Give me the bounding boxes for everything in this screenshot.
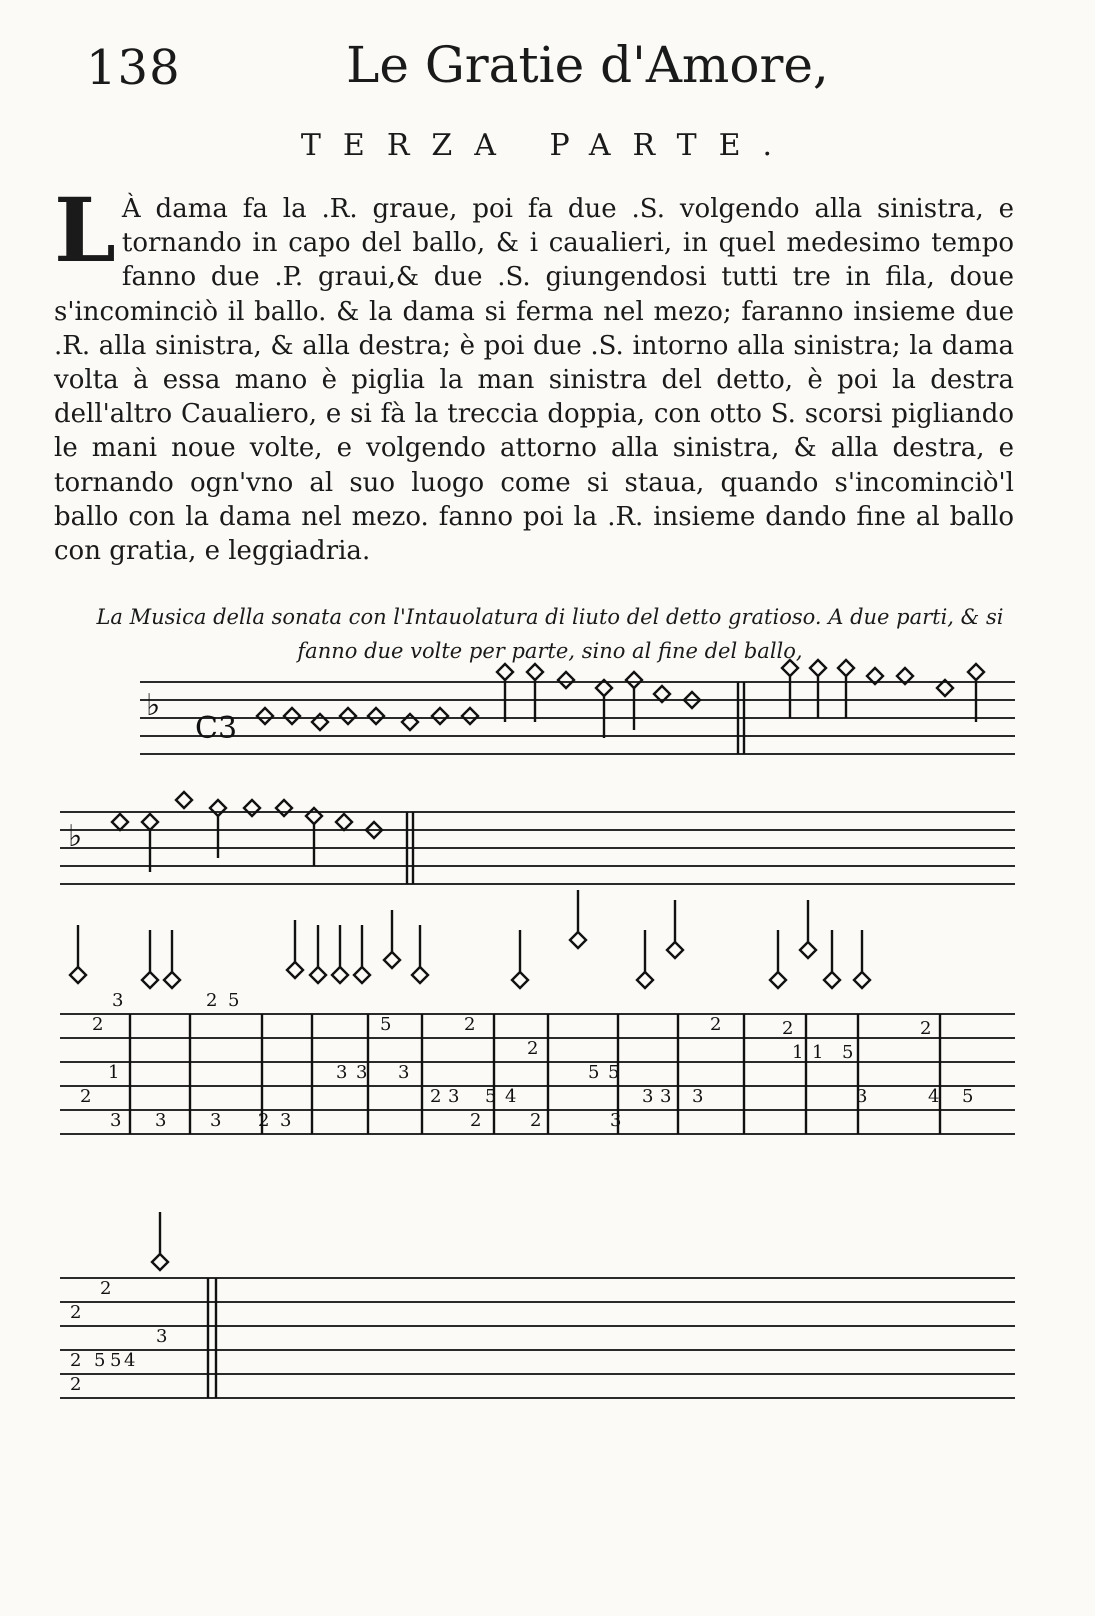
tab-fret-number: 2: [70, 1374, 82, 1395]
tab-fret-number: 3: [155, 1110, 167, 1131]
tab-fret-number: 3: [210, 1110, 222, 1131]
tab-fret-number: 3: [448, 1086, 460, 1107]
note-glyph: [497, 664, 513, 680]
note-glyph: [402, 714, 418, 730]
note-glyph: [558, 672, 574, 688]
caption-line-1: La Musica della sonata con l'Intauolatura di liuto del detto gratioso. A due parti, & si: [96, 605, 1004, 629]
note-glyph: [284, 708, 300, 724]
note-glyph: [70, 967, 86, 983]
drop-cap: L: [54, 178, 116, 282]
clef-icon: ♭: [146, 688, 161, 723]
tab-fret-number: 2: [920, 1018, 932, 1039]
lute-tablature-1: [60, 890, 1015, 1134]
tab-fret-number: 5: [485, 1086, 497, 1107]
note-glyph: [210, 800, 226, 816]
note-glyph: [332, 967, 348, 983]
note-glyph: [854, 972, 870, 988]
tab-fret-number: 3: [280, 1110, 292, 1131]
caption-line-2: fanno due volte per parte, sino al fine del ballo,: [297, 639, 803, 663]
tab-fret-number: 2: [100, 1278, 112, 1299]
tab-fret-number: 5: [94, 1350, 106, 1371]
note-glyph: [770, 972, 786, 988]
note-glyph: [626, 672, 642, 688]
note-glyph: [244, 800, 260, 816]
melody-staff-1: [140, 660, 1015, 754]
tab-fret-number: 2: [527, 1038, 539, 1059]
tab-fret-number: 3: [156, 1326, 168, 1347]
note-glyph: [412, 967, 428, 983]
tab-fret-number: 2: [206, 990, 218, 1011]
note-glyph: [142, 814, 158, 830]
tab-fret-number: 2: [70, 1350, 82, 1371]
note-glyph: [384, 952, 400, 968]
tab-fret-number: 2: [80, 1086, 92, 1107]
melody-staff-2: [60, 792, 1015, 884]
lute-tablature-2: [60, 1212, 1015, 1398]
tab-fret-number: 3: [356, 1062, 368, 1083]
section-title: TERZA PARTE.: [300, 128, 795, 163]
note-glyph: [312, 714, 328, 730]
note-glyph: [287, 962, 303, 978]
note-glyph: [824, 972, 840, 988]
tab-fret-number: 5: [228, 990, 240, 1011]
tab-fret-number: 3: [610, 1110, 622, 1131]
note-glyph: [142, 972, 158, 988]
tab-fret-number: 3: [856, 1086, 868, 1107]
tab-fret-number: 4: [124, 1350, 136, 1371]
tab-fret-number: 5: [962, 1086, 974, 1107]
running-title: Le Gratie d'Amore,: [346, 36, 829, 94]
note-glyph: [527, 664, 543, 680]
note-glyph: [368, 708, 384, 724]
tab-fret-number: 3: [692, 1086, 704, 1107]
tab-fret-number: 2: [464, 1014, 476, 1035]
tab-fret-number: 3: [112, 990, 124, 1011]
tab-fret-number: 4: [505, 1086, 517, 1107]
note-glyph: [176, 792, 192, 808]
tab-fret-number: 1: [792, 1042, 804, 1063]
tab-fret-number: 2: [70, 1302, 82, 1323]
note-glyph: [340, 708, 356, 724]
note-glyph: [838, 660, 854, 676]
tab-fret-number: 2: [710, 1014, 722, 1035]
tab-fret-number: 3: [642, 1086, 654, 1107]
tab-fret-number: 5: [608, 1062, 620, 1083]
tab-fret-number: 4: [928, 1086, 940, 1107]
note-glyph: [276, 800, 292, 816]
tab-fret-number: 3: [660, 1086, 672, 1107]
page-number: 138: [86, 40, 181, 96]
tab-fret-number: 3: [110, 1110, 122, 1131]
tab-fret-number: 2: [430, 1086, 442, 1107]
tab-fret-number: 1: [108, 1062, 120, 1083]
note-glyph: [310, 967, 326, 983]
tab-fret-number: 3: [398, 1062, 410, 1083]
note-glyph: [432, 708, 448, 724]
paragraph-text: À dama fa la .R. graue, poi fa due .S. volgendo alla sinistra, e tornando in capo del ballo, & i caualieri, in quel medesimo tempo fanno due .P. graui,& due .S. giungendosi tutti tre in fila, doue s'incominciò il ballo. & la dama si ferma nel mezo; faranno insieme due .R. alla sinistra, & alla destra; è poi due .S. intorno alla sinistra; la dama volta à essa mano è piglia la man sinistra del detto, è poi la destra dell'altro Caualiero, e si fà la treccia doppia, con otto S. scorsi pigliando le mani noue volte, e volgendo attorno alla sinistra, & alla destra, e tornando ogn'vno al suo luogo come si staua, quando s'incominciò'l ballo con la dama nel mezo. fanno poi la .R. insieme dando fine al ballo con gratia, e leggiadria.: [54, 194, 1014, 567]
note-glyph: [667, 942, 683, 958]
note-glyph: [810, 660, 826, 676]
tab-fret-number: 2: [92, 1014, 104, 1035]
tab-fret-number: 5: [110, 1350, 122, 1371]
tab-fret-number: 3: [336, 1062, 348, 1083]
tab-fret-number: 5: [588, 1062, 600, 1083]
tab-fret-number: 5: [842, 1042, 854, 1063]
note-glyph: [354, 967, 370, 983]
tab-fret-number: 2: [470, 1110, 482, 1131]
time-signature-icon: C3: [195, 711, 238, 746]
tab-fret-number: 2: [782, 1018, 794, 1039]
note-glyph: [512, 972, 528, 988]
tab-fret-number: 5: [380, 1014, 392, 1035]
tab-fret-number: 2: [258, 1110, 270, 1131]
tab-fret-number: 2: [530, 1110, 542, 1131]
note-glyph: [968, 664, 984, 680]
tab-fret-number: 1: [812, 1042, 824, 1063]
note-glyph: [257, 708, 273, 724]
note-glyph: [800, 942, 816, 958]
note-glyph: [164, 972, 180, 988]
note-glyph: [112, 814, 128, 830]
note-glyph: [782, 660, 798, 676]
clef-icon-2: ♭: [68, 819, 83, 854]
note-glyph: [152, 1254, 168, 1270]
note-glyph: [462, 708, 478, 724]
note-glyph: [637, 972, 653, 988]
note-glyph: [570, 932, 586, 948]
note-glyph: [336, 814, 352, 830]
note-glyph: [306, 808, 322, 824]
